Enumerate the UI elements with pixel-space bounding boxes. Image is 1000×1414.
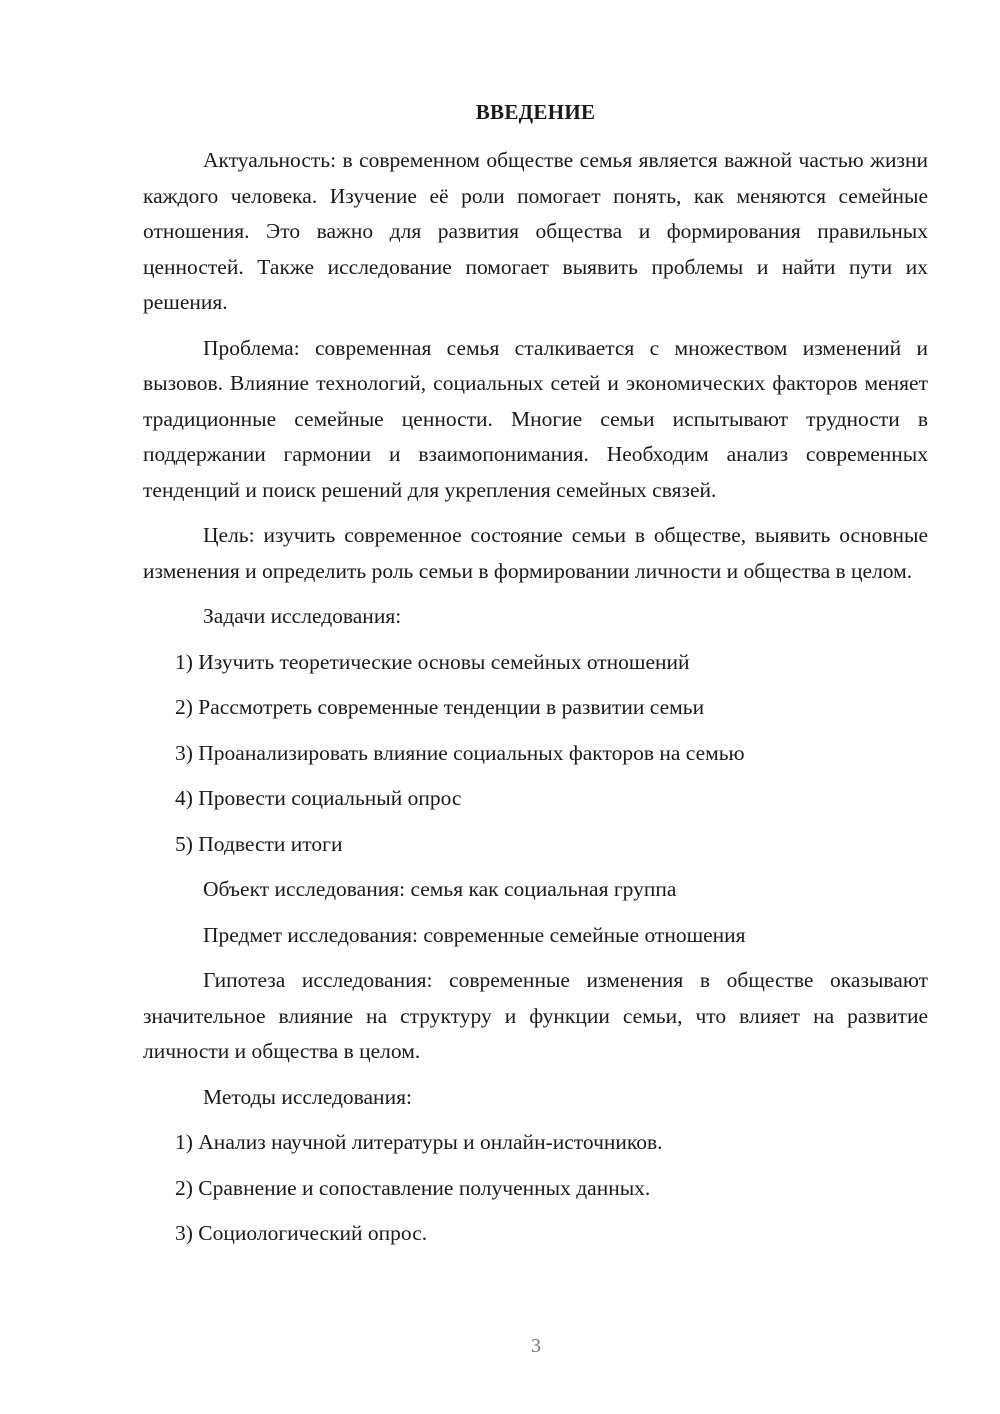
- relevance-paragraph: Актуальность: в современном обществе семья является важной частью жизни каждого человека. Изучение её роли помогает понять, как меняются семейные отношения. Это важно для развития общества и формирования правильных ценностей. Также исследование помогает выявить проблемы и найти пути их решения.: [143, 148, 928, 314]
- task-item: 3) Проанализировать влияние социальных факторов на семью: [175, 740, 745, 765]
- method-item: 1) Анализ научной литературы и онлайн-источников.: [175, 1130, 663, 1154]
- task-item: 1) Изучить теоретические основы семейных отношений: [175, 649, 690, 674]
- method-item: 2) Сравнение и сопоставление полученных данных.: [175, 1175, 651, 1200]
- section-title: ВВЕДЕНИЕ: [475, 100, 596, 124]
- tasks-heading: Задачи исследования:: [203, 604, 402, 628]
- task-item: 4) Провести социальный опрос: [175, 786, 462, 810]
- subject-paragraph: Предмет исследования: современные семейные отношения: [203, 922, 746, 947]
- object-paragraph: Объект исследования: семья как социальная группа: [203, 877, 677, 901]
- method-item: 3) Социологический опрос.: [175, 1221, 428, 1245]
- goal-paragraph: Цель: изучить современное состояние семьи в обществе, выявить основные изменения и определить роль семьи в формировании личности и общества в целом.: [143, 523, 928, 583]
- task-item: 5) Подвести итоги: [175, 831, 343, 856]
- page-number: 3: [531, 1335, 541, 1357]
- problem-paragraph: Проблема: современная семья сталкивается с множеством изменений и вызовов. Влияние технологий, социальных сетей и экономических факторов меняет традиционные семейные ценности. Многие семьи испытывают трудности в поддержании гармонии и взаимопонимания. Необходим анализ современных тенденций и поиск решений для укрепления семейных связей.: [143, 335, 928, 502]
- methods-heading: Методы исследования:: [203, 1084, 412, 1109]
- document-body: [143, 143, 928, 1262]
- task-item: 2) Рассмотреть современные тенденции в развитии семьи: [175, 695, 705, 719]
- hypothesis-paragraph: Гипотеза исследования: современные изменения в обществе оказывают значительное влияние на структуру и функции семьи, что влияет на развитие личности и общества в целом.: [143, 968, 928, 1063]
